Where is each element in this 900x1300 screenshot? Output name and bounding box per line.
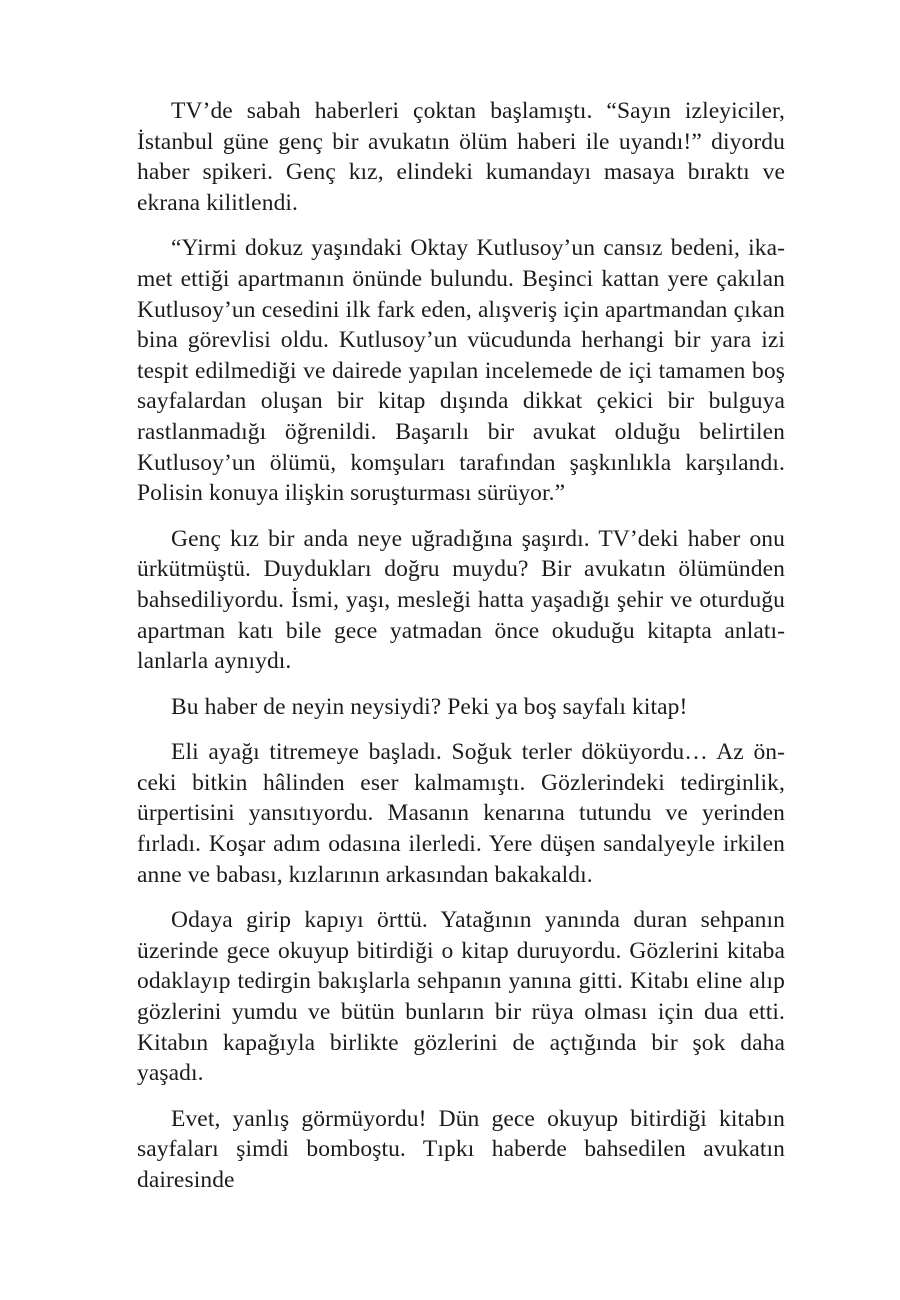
paragraph: Evet, yanlış görmüyordu! Dün gece okuyup bitirdiği kitabın sayfaları şimdi bomboştu. Tıpkı haberde bahsedilen avukatın dairesinde bbox=[137, 1105, 785, 1193]
paragraph: TV’de sabah haberleri çoktan başlamıştı. “Sayın izleyiciler, İstanbul güne genç bir avukatın ölüm haberi ile uyandı!” diyordu haber spikeri. Genç kız, elindeki kumandayı masaya bıraktı ve ekrana kilitlendi. bbox=[137, 98, 785, 216]
paragraph: Odaya girip kapıyı örttü. Yatağının yanında duran sehpanın üzerinde gece okuyup bitirdiği o kitap duruyordu. Gözlerini kitaba odaklayıp tedirgin bakışlarla sehpanın yanına gitti. Kitabı eline alıp gözlerini yumdu ve bütün bunların bir rüya olması için dua etti. Kitabın kapağıyla birlikte gözlerini de açtığında bir şok daha yaşadı. bbox=[137, 907, 785, 1087]
paragraph: Eli ayağı titremeye başladı. Soğuk terler döküyordu… Az önceki bitkin hâlinden eser kalmamıştı. Gözlerindeki tedirginlik, ürpertisini yansıtıyordu. Masanın kenarına tutundu ve yerinden fırladı. Koşar adım odasına ilerledi. Yere düşen sandalyeyle irkilen anne ve babası, kızlarının arkasından bakakaldı. bbox=[137, 739, 785, 888]
paragraph: Genç kız bir anda neye uğradığına şaşırdı. TV’deki haber onu ürkütmüştü. Duydukları doğru muydu? Bir avukatın ölümünden bahsediliyordu. İsmi, yaşı, mesleği hatta yaşadığı şehir ve oturduğu apartman katı bile gece yatmadan önce okuduğu kitapta anlatılanlarla aynıydı. bbox=[137, 525, 785, 675]
paragraph: “Yirmi dokuz yaşındaki Oktay Kutlusoy’un cansız bedeni, ikamet ettiği apartmanın önünde bulundu. Beşinci kattan yere çakılan Kutlusoy’un cesedini ilk fark eden, alışveriş için apartmandan çıkan bina görevlisi oldu. Kutlusoy’un vücudunda herhangi bir yara izi tespit edilmediği ve dairede yapılan incelemede de içi tamamen boş sayfalardan oluşan bir kitap dışında dikkat çekici bir bulguya rastlanmadığı öğrenildi. Başarılı bir avukat olduğu belirtilen Kutlusoy’un ölümü, komşuları tarafından şaşkınlıkla karşılandı. Polisin konuya ilişkin soruşturması sürüyor.” bbox=[137, 235, 785, 507]
paragraph: Bu haber de neyin neysiydi? Peki ya boş sayfalı kitap! bbox=[171, 693, 688, 720]
body-text bbox=[137, 96, 785, 1211]
